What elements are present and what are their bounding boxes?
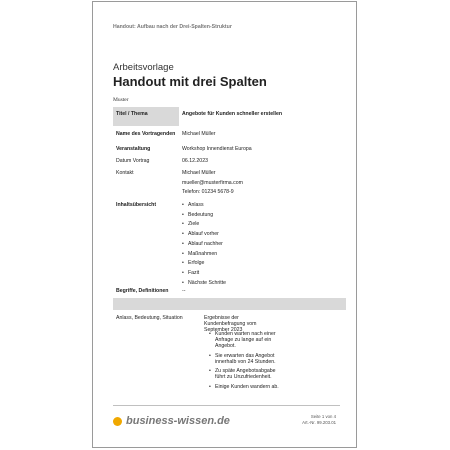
contact-label: Kontakt (116, 170, 134, 176)
list-item: • Ziele (182, 220, 226, 230)
date-value: 06.12.2023 (182, 158, 208, 164)
list-item: • Maßnahmen (182, 250, 226, 260)
presenter-value: Michael Müller (182, 131, 216, 137)
section-intro: Ergebnisse der Kundenbefragung vom September 2023 (204, 315, 257, 333)
contact-name: Michael Müller (182, 170, 216, 176)
presenter-label: Name des Vortragenden (116, 131, 176, 137)
list-item: • Ablauf vorher (182, 230, 226, 240)
contact-email: mueller@musterfirma.com (182, 180, 243, 186)
author: Muster (113, 97, 129, 103)
page-info (302, 414, 336, 426)
list-item: • Kunden warten nach einer Anfrage zu lange auf ein Angebot. (209, 331, 287, 349)
terms-value: -- (182, 288, 186, 294)
event-value: Workshop Innendienst Europa (182, 146, 252, 152)
topic-label: Titel / Thema (116, 111, 148, 117)
article-number: Art.-Nr. 99.203.01 (302, 420, 336, 425)
document-page (92, 1, 357, 448)
pre-title: Arbeitsvorlage (113, 62, 174, 73)
contact-phone: Telefon: 01234 5678-9 (182, 189, 234, 195)
footer-divider (113, 405, 340, 406)
contents-label: Inhaltsübersicht (116, 202, 157, 208)
list-item: • Erfolge (182, 259, 226, 269)
list-item: • Sie erwarten das Angebot innerhalb von 24 Stunden. (209, 353, 287, 365)
section-list (209, 331, 287, 393)
list-item: • Ablauf nachher (182, 240, 226, 250)
section-label: Anlass, Bedeutung, Situation (116, 315, 183, 321)
contents-list (182, 201, 226, 288)
document-title: Handout mit drei Spalten (113, 74, 267, 89)
list-item: • Bedeutung (182, 211, 226, 221)
terms-label: Begriffe, Definitionen (116, 288, 169, 294)
logo-dot-icon (113, 417, 122, 426)
list-item: • Anlass (182, 201, 226, 211)
list-item: • Nächste Schritte (182, 279, 226, 289)
logo-text: business-wissen.de (126, 415, 230, 427)
section-separator (113, 298, 346, 310)
page-number: Seite 1 von 4 (310, 414, 336, 419)
list-item: • Fazit (182, 269, 226, 279)
topic-value: Angebote für Kunden schneller erstellen (182, 111, 283, 117)
event-label: Veranstaltung (116, 146, 151, 152)
list-item: • Zu späte Angebotsabgabe führt zu Unzufriedenheit. (209, 368, 287, 380)
header-note: Handout: Aufbau nach der Drei-Spalten-Struktur (113, 24, 232, 30)
list-item: • Einige Kunden wandern ab. (209, 384, 287, 390)
date-label: Datum Vortrag (116, 158, 150, 164)
